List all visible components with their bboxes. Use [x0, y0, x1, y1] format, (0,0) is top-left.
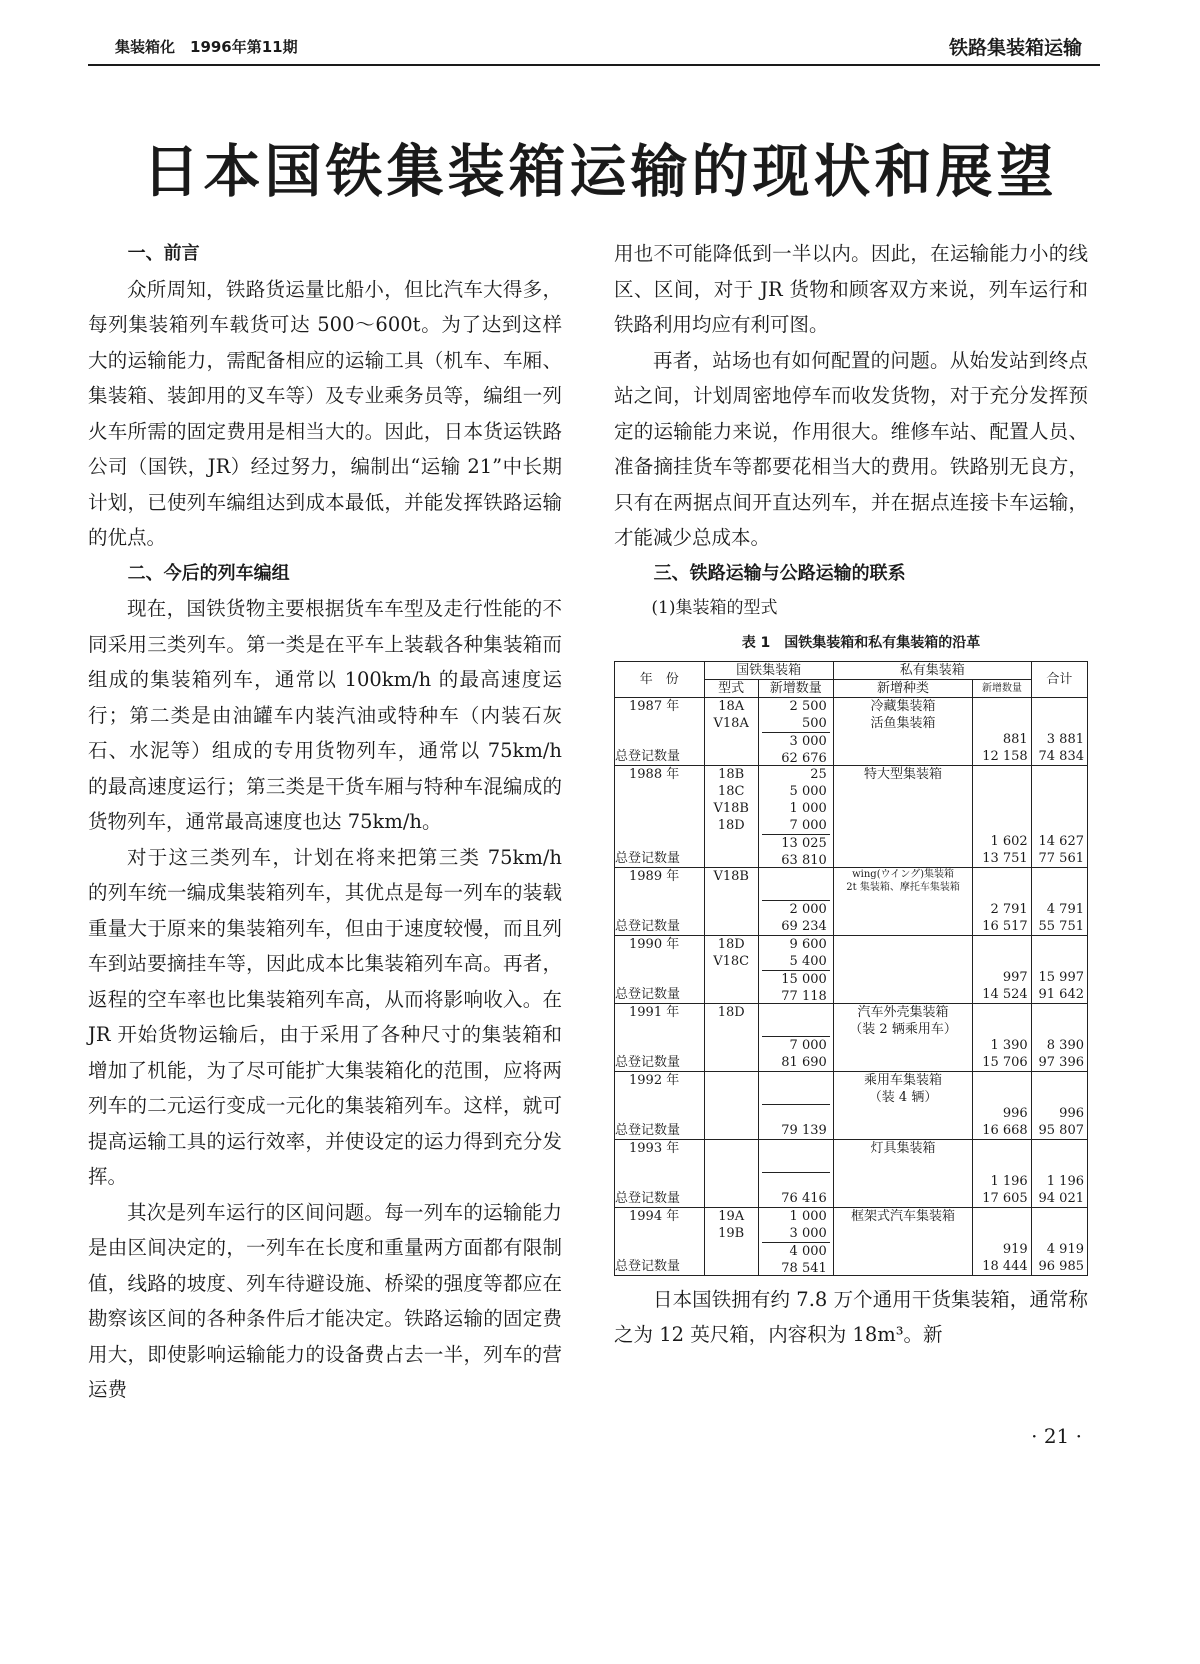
- private-total-value: 17 605: [982, 1190, 1028, 1206]
- year-cell: [615, 1071, 705, 1139]
- total-registered-label: 总登记数量: [615, 986, 681, 1002]
- page-number: · 21 ·: [1031, 1424, 1082, 1448]
- type-cell: [704, 935, 758, 1003]
- private-cell: [973, 765, 1031, 867]
- private-cell: [973, 1207, 1031, 1275]
- sum-new-value: 8 390: [1046, 1037, 1084, 1053]
- jnr-total-value: 62 676: [781, 750, 827, 766]
- jnr-add-value: 5 000: [789, 783, 827, 799]
- private-new-value: 996: [1002, 1105, 1028, 1121]
- year-label: 1990 年: [629, 936, 680, 952]
- sum-cell: [1031, 867, 1087, 935]
- jnr-total-value: 81 690: [781, 1054, 827, 1070]
- subsection-heading: (1)集装箱的型式: [651, 598, 778, 618]
- jnr-new-cell: [758, 697, 833, 765]
- private-kind-cell: [833, 1003, 973, 1071]
- sum-total-value: 94 021: [1038, 1190, 1084, 1206]
- private-kind-cell: [833, 935, 973, 1003]
- article-title: 日本国铁集装箱运输的现状和展望: [142, 139, 1058, 205]
- jnr-sum-value: 4 000: [789, 1243, 827, 1259]
- private-new-value: 997: [1002, 969, 1028, 985]
- table-row: [615, 1003, 1088, 1071]
- sum-total-value: 77 561: [1038, 850, 1084, 866]
- sum-cell: [1031, 1003, 1087, 1071]
- private-kind: 2t 集装箱、摩托车集装箱: [846, 881, 960, 893]
- year-label: 1989 年: [629, 868, 680, 884]
- private-kind: 框架式汽车集装箱: [851, 1208, 956, 1224]
- private-total-value: 15 706: [982, 1054, 1028, 1070]
- paragraph: 现在，国铁货物主要根据货车车型及走行性能的不同采用三类列车。第一类是在平车上装载各种集装箱而组成的集装箱列车，通常以 100km/h 的最高速度运行；第二类是由油罐车内装汽油或特种车（内装石灰石、水泥等）组成的专用货物列车，通常以 75km/h 的最高速度运行；第三类是干货车厢与特种车混编成的货物列车，通常最高速度也达 75km/h。: [88, 597, 562, 833]
- container-type: 18D: [717, 936, 745, 952]
- section-heading-2: 二、今后的列车编组: [127, 562, 290, 584]
- private-cell: [973, 1139, 1031, 1207]
- type-cell: [704, 1139, 758, 1207]
- private-total-value: 13 751: [982, 850, 1028, 866]
- jnr-new-cell: [758, 867, 833, 935]
- paragraph: 日本国铁拥有约 7.8 万个通用干货集装箱，通常称之为 12 英尺箱，内容积为 18m³。新: [614, 1287, 1088, 1346]
- container-type: 18B: [718, 766, 745, 782]
- private-kind-cell: [833, 697, 973, 765]
- sum-new-value: 4 791: [1046, 901, 1084, 917]
- private-new-value: 1 196: [990, 1173, 1028, 1189]
- jnr-total-value: 69 234: [781, 918, 827, 934]
- private-new-value: 1 602: [990, 833, 1028, 849]
- total-registered-label: 总登记数量: [615, 1190, 681, 1206]
- sum-cell: [1031, 935, 1087, 1003]
- year-cell: [615, 765, 705, 867]
- container-type: 18A: [718, 698, 745, 714]
- sum-new-value: 1 196: [1046, 1173, 1084, 1189]
- header-rule: [88, 64, 1100, 66]
- private-kind: 乘用车集装箱: [864, 1072, 943, 1088]
- sum-cell: [1031, 765, 1087, 867]
- container-type: 19A: [718, 1208, 745, 1224]
- year-cell: [615, 935, 705, 1003]
- private-total-value: 12 158: [982, 748, 1028, 764]
- jnr-sum-value: 13 025: [781, 835, 827, 851]
- jnr-add-value: 7 000: [789, 817, 827, 833]
- right-column: [614, 236, 1088, 1353]
- jnr-new-cell: [758, 1003, 833, 1071]
- jnr-new-cell: [758, 1139, 833, 1207]
- container-type: 19B: [718, 1225, 745, 1241]
- total-registered-label: 总登记数量: [615, 1122, 681, 1138]
- private-total-value: 18 444: [982, 1258, 1028, 1274]
- private-kind: wing(ウイング)集装箱: [852, 868, 955, 880]
- private-kind: 冷藏集装箱: [870, 698, 936, 714]
- total-registered-label: 总登记数量: [615, 850, 681, 866]
- jnr-total-value: 63 810: [781, 852, 827, 868]
- column-title: 铁路集装箱运输: [948, 37, 1082, 59]
- sum-total-value: 91 642: [1038, 986, 1084, 1002]
- year-cell: [615, 697, 705, 765]
- header-private: 私有集装箱: [833, 661, 1031, 679]
- year-label: 1988 年: [629, 766, 680, 782]
- jnr-sum-value: [765, 1105, 827, 1122]
- header-year: 年 份: [615, 661, 705, 697]
- private-kind: 灯具集装箱: [870, 1140, 936, 1156]
- jnr-total-value: 78 541: [781, 1260, 827, 1276]
- header-jnr-new: 新增数量: [758, 679, 833, 697]
- sum-cell: [1031, 1071, 1087, 1139]
- type-cell: [704, 765, 758, 867]
- header-jnr: 国铁集装箱: [704, 661, 833, 679]
- header-type: 型式: [704, 679, 758, 697]
- journal-issue: 集装箱化 1996年第11期: [115, 38, 298, 56]
- type-cell: [704, 1207, 758, 1275]
- table-row: [615, 867, 1088, 935]
- section-heading-1: 一、前言: [127, 243, 200, 264]
- total-registered-label: 总登记数量: [615, 1258, 681, 1274]
- private-cell: [973, 935, 1031, 1003]
- private-kind: 活鱼集装箱: [870, 715, 936, 731]
- sum-new-value: 14 627: [1038, 833, 1084, 849]
- container-type: V18A: [713, 715, 749, 731]
- sum-new-value: 3 881: [1046, 731, 1084, 747]
- year-cell: [615, 1207, 705, 1275]
- section-heading-3: 三、铁路运输与公路运输的联系: [653, 562, 906, 584]
- sum-new-value: 4 919: [1046, 1241, 1084, 1257]
- container-type: 18D: [717, 1004, 745, 1020]
- paragraph: 再者，站场也有如何配置的问题。从始发站到终点站之间，计划周密地停车而收发货物，对于充分发挥预定的运输能力来说，作用很大。维修车站、配置人员、准备摘挂货车等都要花相当大的费用。铁路别无良方，只有在两据点间开直达列车，并在据点连接卡车运输，才能减少总成本。: [614, 348, 1088, 549]
- private-kind: （装 4 辆）: [868, 1089, 938, 1105]
- sum-cell: [1031, 697, 1087, 765]
- header-private-kind: 新增种类: [833, 679, 973, 697]
- container-type: V18B: [713, 800, 749, 816]
- jnr-sum-value: 2 000: [789, 901, 827, 917]
- year-cell: [615, 1003, 705, 1071]
- year-cell: [615, 1139, 705, 1207]
- jnr-add-value: 3 000: [789, 1225, 827, 1241]
- jnr-new-cell: [758, 1071, 833, 1139]
- table-row: [615, 697, 1088, 765]
- year-label: 1987 年: [629, 698, 680, 714]
- sum-cell: [1031, 1139, 1087, 1207]
- jnr-total-value: 77 118: [781, 988, 827, 1004]
- container-type: 18D: [717, 817, 745, 833]
- jnr-new-cell: [758, 765, 833, 867]
- sum-total-value: 95 807: [1038, 1122, 1084, 1138]
- jnr-new-cell: [758, 935, 833, 1003]
- private-total-value: 16 517: [982, 918, 1028, 934]
- type-cell: [704, 1003, 758, 1071]
- private-new-value: 2 791: [990, 901, 1028, 917]
- jnr-sum-value: [765, 1173, 827, 1190]
- sum-cell: [1031, 1207, 1087, 1275]
- container-type: 18C: [717, 783, 745, 799]
- year-label: 1992 年: [629, 1072, 680, 1088]
- container-history-table: [614, 661, 1088, 1276]
- sum-total-value: 74 834: [1038, 748, 1084, 764]
- sum-new-value: 15 997: [1038, 969, 1084, 985]
- sum-total-value: 96 985: [1038, 1258, 1084, 1274]
- private-cell: [973, 1071, 1031, 1139]
- year-cell: [615, 867, 705, 935]
- private-kind-cell: [833, 1139, 973, 1207]
- private-kind-cell: [833, 1071, 973, 1139]
- jnr-add-value: 9 600: [789, 936, 827, 952]
- year-label: 1991 年: [629, 1004, 680, 1020]
- year-label: 1994 年: [629, 1208, 680, 1224]
- left-column: [88, 236, 562, 1408]
- paragraph: 对于这三类列车，计划在将来把第三类 75km/h 的列车统一编成集装箱列车，其优点是每一列车的装载重量大于原来的集装箱列车，但由于速度较慢，而且列车到站要摘挂车等，因此成本比集装箱列车高。再者，返程的空车率也比集装箱列车高，从而将影响收入。在 JR 开始货物运输后，由于采用了各种尺寸的集装箱和增加了机能，为了尽可能扩大集装箱化的范围，应将两列车的二元运行变成一元化的集装箱列车。这样，就可提高运输工具的运行效率，并使设定的运力得到充分发挥。: [88, 845, 562, 1188]
- type-cell: [704, 1071, 758, 1139]
- sum-total-value: 97 396: [1038, 1054, 1084, 1070]
- private-kind: 特大型集装箱: [864, 766, 943, 782]
- container-type: V18B: [713, 868, 749, 884]
- jnr-add-value: 1 000: [789, 800, 827, 816]
- private-kind: 汽车外壳集装箱: [857, 1004, 949, 1020]
- table-caption: 表 1 国铁集装箱和私有集装箱的沿革: [741, 634, 981, 651]
- private-kind: （装 2 辆乘用车）: [849, 1021, 957, 1037]
- private-kind-cell: [833, 867, 973, 935]
- total-registered-label: 总登记数量: [615, 748, 681, 764]
- jnr-sum-value: 3 000: [789, 733, 827, 749]
- private-new-value: 1 390: [990, 1037, 1028, 1053]
- paragraph: 众所周知，铁路货运量比船小，但比汽车大得多，每列集装箱列车载货可达 500～600t。为了达到这样大的运输能力，需配备相应的运输工具（机车、车厢、集装箱、装卸用的叉车等）及专业乘务员等，编组一列火车所需的固定费用是相当大的。因此，日本货运铁路公司（国铁，JR）经过努力，编制出“运输 21”中长期计划，已使列车编组达到成本最低，并能发挥铁路运输的优点。: [88, 277, 562, 549]
- type-cell: [704, 867, 758, 935]
- table-row: [615, 1071, 1088, 1139]
- table-row: [615, 935, 1088, 1003]
- header-private-new: 新增数量: [973, 679, 1031, 697]
- private-new-value: 919: [1002, 1241, 1028, 1257]
- jnr-add-value: 25: [810, 766, 827, 782]
- year-label: 1993 年: [629, 1140, 680, 1156]
- jnr-add-value: 5 400: [789, 953, 827, 969]
- jnr-sum-value: 15 000: [781, 971, 827, 987]
- header-total: 合计: [1031, 661, 1087, 697]
- private-new-value: 881: [1002, 731, 1028, 747]
- table-row: [615, 765, 1088, 867]
- jnr-new-cell: [758, 1207, 833, 1275]
- private-cell: [973, 1003, 1031, 1071]
- private-kind-cell: [833, 765, 973, 867]
- jnr-total-value: 79 139: [781, 1122, 827, 1138]
- jnr-sum-value: 7 000: [789, 1037, 827, 1053]
- container-type: V18C: [713, 953, 750, 969]
- paragraph-continued: 用也不可能降低到一半以内。因此，在运输能力小的线区、区间，对于 JR 货物和顾客双方来说，列车运行和铁路利用均应有利可图。: [614, 242, 1088, 336]
- private-cell: [973, 867, 1031, 935]
- jnr-add-value: 1 000: [789, 1208, 827, 1224]
- private-cell: [973, 697, 1031, 765]
- table-row: [615, 1139, 1088, 1207]
- total-registered-label: 总登记数量: [615, 1054, 681, 1070]
- type-cell: [704, 697, 758, 765]
- jnr-add-value: 2 500: [789, 698, 827, 714]
- table-row: [615, 1207, 1088, 1275]
- total-registered-label: 总登记数量: [615, 918, 681, 934]
- private-total-value: 16 668: [982, 1122, 1028, 1138]
- sum-total-value: 55 751: [1038, 918, 1084, 934]
- jnr-total-value: 76 416: [781, 1190, 827, 1206]
- sum-new-value: 996: [1059, 1105, 1084, 1121]
- private-kind-cell: [833, 1207, 973, 1275]
- private-total-value: 14 524: [982, 986, 1028, 1002]
- jnr-add-value: 500: [801, 715, 827, 731]
- paragraph: 其次是列车运行的区间问题。每一列车的运输能力是由区间决定的，一列车在长度和重量两方面都有限制值，线路的坡度、列车待避设施、桥梁的强度等都应在勘察该区间的各种条件后才能决定。铁路运输的固定费用大，即使影响运输能力的设备费占去一半，列车的营运费: [88, 1200, 562, 1401]
